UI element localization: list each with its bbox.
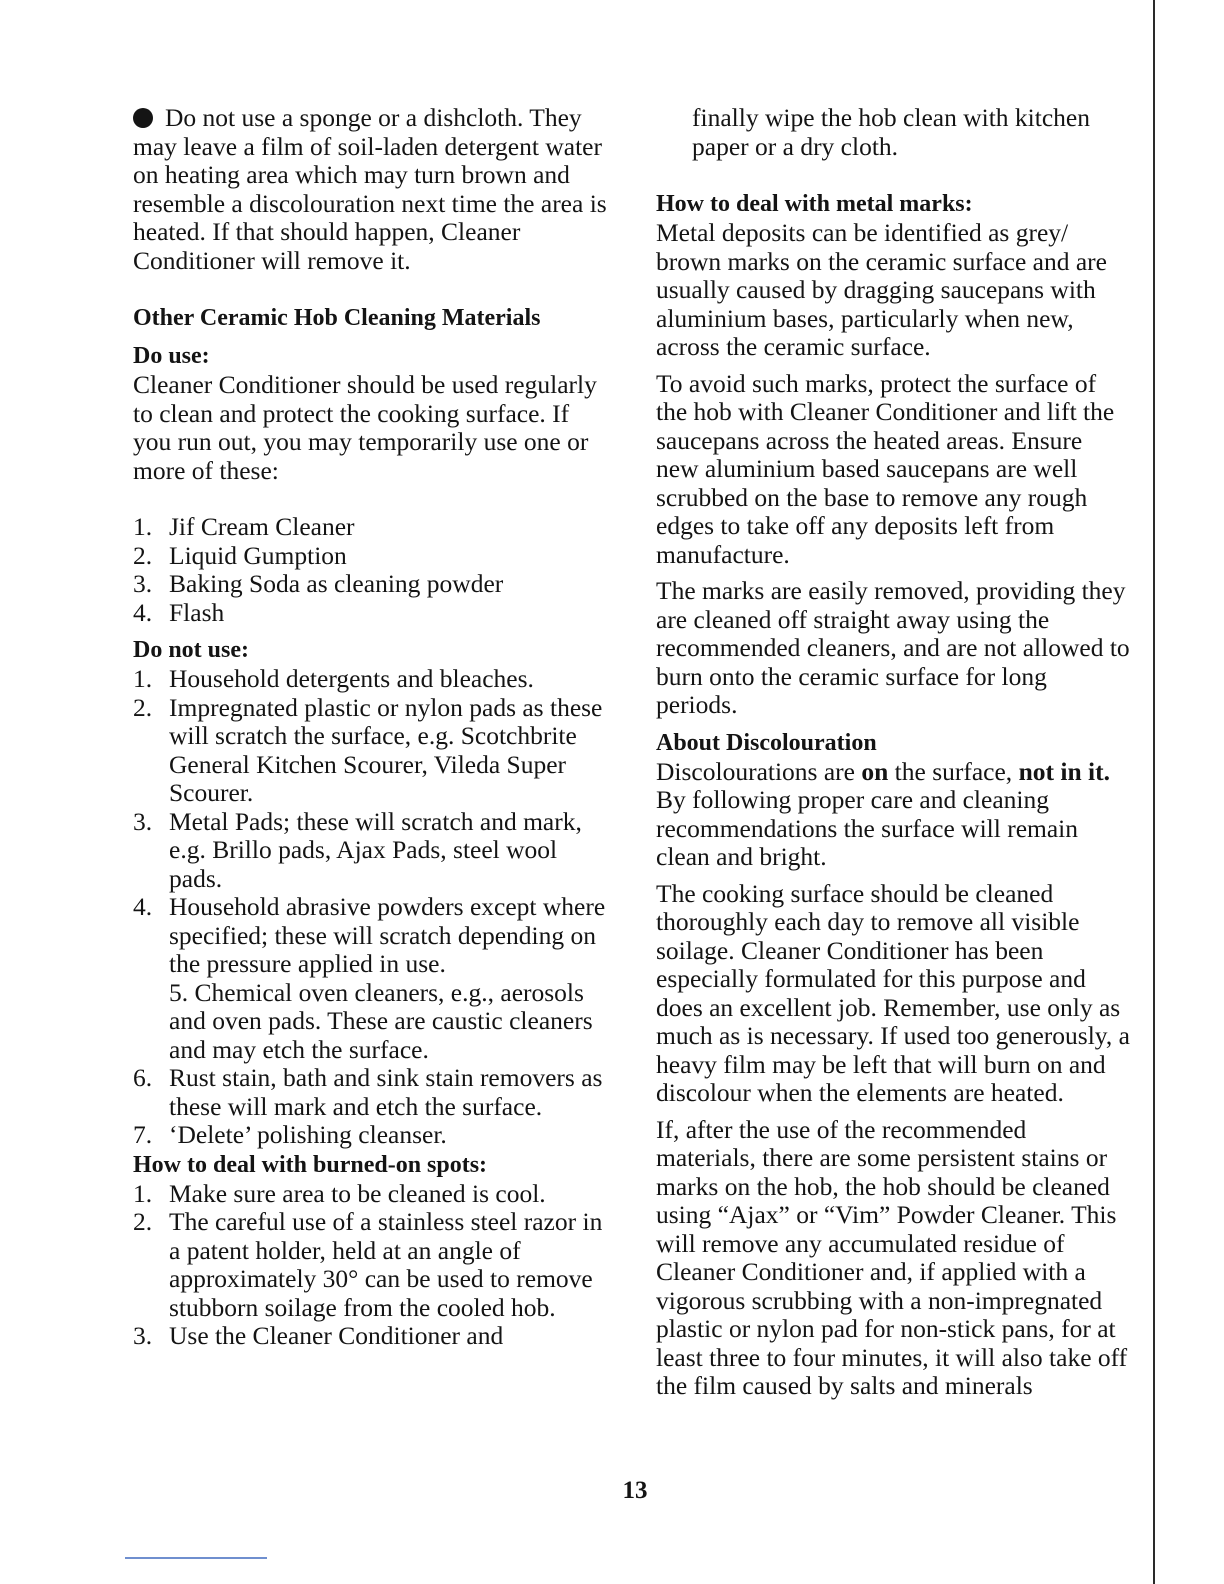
list-item: 4. Flash <box>133 597 225 627</box>
do-use-paragraph: Cleaner Conditioner should be used regularly to clean and protect the cooking surface. If you run out, you may temporarily use one or more of these: <box>133 370 597 485</box>
page-edge-line <box>1153 0 1155 1584</box>
continuation-paragraph: finally wipe the hob clean with kitchen paper or a dry cloth. <box>692 103 1090 161</box>
right-column <box>656 104 1131 1401</box>
discolouration-paragraph-2: The cooking surface should be cleaned thoroughly each day to remove all visible soilage. Cleaner Conditioner has been especially formulated for this purpose and does an excellent job. Remember, use only as much as is necessary. If used too generously, a heavy film may be left that will burn on and discolour when the elements are heated. <box>656 878 1130 1107</box>
left-column <box>133 104 608 1351</box>
burned-on-list <box>133 1180 608 1351</box>
list-item: 3. Use the Cleaner Conditioner and <box>133 1321 504 1350</box>
page-number: 13 <box>622 1477 648 1504</box>
do-not-use-heading: Do not use: <box>133 637 250 663</box>
burned-on-heading: How to deal with burned-on spots: <box>133 1151 488 1178</box>
metal-paragraph-2: To avoid such marks, protect the surface of the hob with Cleaner Conditioner and lift the saucepans across the heated areas. Ensure new aluminium based saucepans are well scrubbed on the base to remove any rough edges to take off any deposits left from manufacture. <box>656 368 1115 569</box>
list-item: 1. Household detergents and bleaches. <box>133 664 534 693</box>
list-item: 2. The careful use of a stainless steel razor in a patent holder, held at an angle of approximately 30° can be used to remove stubborn soilage from the cooled hob. <box>133 1207 603 1322</box>
metal-paragraph-3: The marks are easily removed, providing they are cleaned off straight away using the recommended cleaners, and are not allowed to burn onto the ceramic surface for long periods. <box>656 576 1130 719</box>
do-use-list <box>133 513 608 627</box>
list-item: 2. Liquid Gumption <box>133 540 347 570</box>
intro-bullet-paragraph: Do not use a sponge or a dishcloth. They may leave a film of soil-laden detergent water on heating area which may turn brown and resemble a discolouration next time the area is heated. If that should happen, Cleaner Conditioner will remove it. <box>133 103 607 275</box>
do-use-heading: Do use: <box>133 343 210 369</box>
list-item: 7. ‘Delete’ polishing cleanser. <box>133 1120 447 1149</box>
materials-heading: Other Ceramic Hob Cleaning Materials <box>133 305 541 331</box>
do-not-use-list <box>133 665 608 1150</box>
bullet-icon <box>133 108 153 128</box>
list-item-continuation: 5. Chemical oven cleaners, e.g., aerosols and oven pads. These are caustic cleaners and may etch the surface. <box>169 977 593 1064</box>
discolouration-heading: About Discolouration <box>656 729 877 756</box>
discolouration-paragraph-3: If, after the use of the recommended materials, there are some persistent stains or marks on the hob, the hob should be cleaned using “Ajax” or “Vim” Powder Cleaner. This will remove any accumulated residue of Cleaner Conditioner and, if applied with a vigorous scrubbing with a non-impregnated plastic or nylon pad for non-stick pans, for at least three to four minutes, it will also take off the film caused by salts and minerals <box>656 1114 1128 1400</box>
list-item: 3. Metal Pads; these will scratch and mark, e.g. Brillo pads, Ajax Pads, steel wool pads. <box>133 806 582 893</box>
list-item: 4. Household abrasive powders except where specified; these will scratch depending on the pressure applied in use. 5. Chemical oven cleaners, e.g., aerosols and oven pads. These are caustic cleaners and may etch the surface. <box>133 893 608 1064</box>
discolouration-paragraph-1: Discolourations are on the surface, not in it. By following proper care and cleaning recommendations the surface will remain clean and bright. <box>656 756 1110 871</box>
metal-marks-heading: How to deal with metal marks: <box>656 191 973 217</box>
list-item: 6. Rust stain, bath and sink stain removers as these will mark and etch the surface. <box>133 1063 603 1121</box>
list-item: 1. Make sure area to be cleaned is cool. <box>133 1178 546 1208</box>
footer-rule <box>125 1557 267 1559</box>
list-item: 1. Jif Cream Cleaner <box>133 512 355 541</box>
list-item: 3. Baking Soda as cleaning powder <box>133 569 504 598</box>
metal-paragraph-1: Metal deposits can be identified as grey/ brown marks on the ceramic surface and are usually caused by dragging saucepans with aluminium bases, particularly when new, across the ceramic surface. <box>656 218 1107 361</box>
list-item: 2. Impregnated plastic or nylon pads as these will scratch the surface, e.g. Scotchbrite General Kitchen Scourer, Vileda Super Scourer. <box>133 692 603 807</box>
